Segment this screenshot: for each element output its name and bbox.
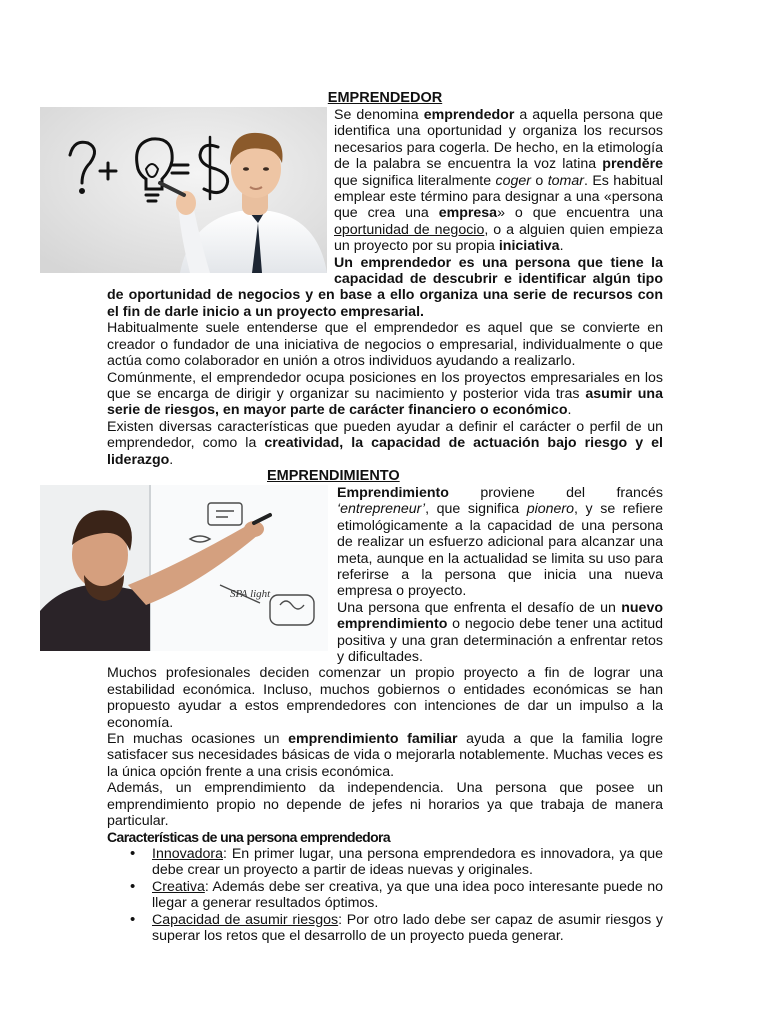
characteristic-text: : Por otro lado debe ser capaz de asumir riesgos y superar los retos que el desarrollo de un proyecto pueda generar. (152, 911, 663, 944)
characteristic-term: Innovadora (152, 845, 223, 862)
emprendedor-paragraph-4 (107, 370, 663, 419)
s1p5-run: . (169, 451, 174, 468)
s2p2-run: o negocio debe tener una actitud positiva y una gran determinación a enfrentar retos y dificultades. (337, 616, 663, 665)
characteristic-item (152, 879, 663, 912)
characteristic-item (152, 912, 663, 945)
s2p2-run: Una persona que enfrenta el desafío de un (337, 599, 622, 616)
characteristics-list (107, 846, 663, 944)
s1p1-run: coger (495, 172, 531, 189)
s1p4-run: . (567, 402, 572, 419)
characteristic-text: : Además debe ser creativa, ya que una idea poco interesante puede no llegar a generar resultados óptimos. (152, 878, 663, 912)
s1p1-run: oportunidad de negocio (334, 221, 485, 238)
s1p1-run: o (531, 172, 548, 189)
s1p1-run: . (559, 238, 564, 255)
businessman-drawing-idea-image (40, 107, 327, 273)
s2p1-run: , que significa (425, 501, 527, 518)
s1p1-run: iniciativa (498, 238, 560, 255)
s1p1-run: que significa literalmente (334, 172, 496, 189)
s1p1-run: » o que encuentra una (497, 205, 663, 222)
s2p4-run: ayuda a que la familia logre satisfacer sus necesidades básicas de vida o mejorarla notablemente. Muchas veces es la única opción frente a una crisis económica. (107, 731, 663, 780)
s2p1-run: ‘entrepreneur’ (337, 501, 426, 518)
s2p2-run: nuevo emprendimiento (337, 599, 663, 633)
man-writing-whiteboard-image (40, 485, 328, 651)
emprendedor-paragraph-3: Habitualmente suele entenderse que el emprendedor es aquel que se convierte en creador o fundador de una iniciativa de negocios o empresarial, individualmente o que actúa como colaborador en unión a otros individuos ayudando a realizarlo. (107, 320, 663, 370)
s2p1-run: Emprendimiento (337, 484, 449, 501)
characteristic-item (152, 846, 663, 879)
characteristics-heading: Características de una persona emprendedora (107, 829, 391, 846)
section-title-emprendedor: EMPRENDEDOR (327, 90, 443, 106)
whiteboard-illustration (40, 485, 328, 651)
s1p4-run: asumir una serie de riesgos, en mayor parte de carácter financiero o económico (107, 385, 663, 419)
s1p1-run: . Es habitual emplear este término para designar a una «persona que crea una (334, 172, 663, 222)
emprendimiento-paragraph-5: Además, un emprendimiento da independencia. Una persona que posee un emprendimiento propio no depende de jefes ni horarios ya que trabaja de manera particular. (107, 780, 663, 830)
emprendimiento-paragraph-4 (107, 731, 663, 780)
s1p5-run: creatividad, la capacidad de actuación bajo riesgo y el liderazgo (107, 435, 663, 468)
s2p1-run: proviene del francés (448, 484, 663, 501)
characteristic-text: : En primer lugar, una persona emprendedora es innovadora, ya que debe crear un proyecto a partir de ideas nuevas y originales. (152, 845, 663, 879)
s1p1-run: , o a alguien quien empieza un proyecto por su propia (334, 221, 663, 255)
s1p1-run: tomar (547, 172, 584, 189)
s2p4-run: emprendimiento familiar (288, 731, 458, 748)
characteristic-term: Capacidad de asumir riesgos (152, 911, 339, 928)
s2p4-run: En muchas ocasiones un (107, 731, 289, 748)
whiteboard-sketch-text: SPA light (230, 587, 271, 600)
s1p1-run: empresa (438, 205, 498, 222)
s2p1-run: pionero (526, 501, 575, 518)
s1p1-run: prendĕre (602, 156, 663, 173)
characteristic-term: Creativa (152, 878, 205, 895)
section-title-emprendimiento: EMPRENDIMIENTO (267, 467, 400, 484)
s1p1-run: a aquella persona que identifica una oportunidad y organiza los recursos necesarios para cogerla. De hecho, en la etimología de la palabra se encuentra la voz latina (334, 107, 663, 173)
s1p4-run: Comúnmente, el emprendedor ocupa posiciones en los proyectos empresariales en los que se encarga de dirigir y organizar su nacimiento y posterior vida tras (107, 369, 663, 402)
s1p5-run: Existen diversas características que pueden ayudar a definir el carácter o perfil de un emprendedor, como la (107, 418, 663, 452)
emprendedor-paragraph-5 (107, 419, 663, 468)
s1p1-run: Se denomina (334, 107, 424, 123)
emprendimiento-paragraph-3: Muchos profesionales deciden comenzar un propio proyecto a fin de lograr una estabilidad económica. Incluso, muchos gobiernos o entidades económicas se han propuesto ayudar a estos emprendedores con intenciones de dar un impulso a la economía. (107, 665, 663, 731)
document-page (107, 90, 663, 944)
s1p1-run: emprendedor (423, 107, 515, 123)
s2p1-run: , y se refiere etimológicamente a la capacidad de una persona de realizar un esfuerzo adicional para alcanzar una meta, aunque en la actualidad se limita su uso para referirse a la persona que inicia una nueva empresa o proyecto. (337, 501, 663, 600)
idea-illustration (40, 107, 327, 273)
emprendedor-summary: Un emprendedor es una persona que tiene la capacidad de descubrir e identificar algún tipo de oportunidad de negocios y en base a ello organiza una serie de recursos con el fin de darle inicio a un proyecto empresarial. (107, 254, 663, 320)
